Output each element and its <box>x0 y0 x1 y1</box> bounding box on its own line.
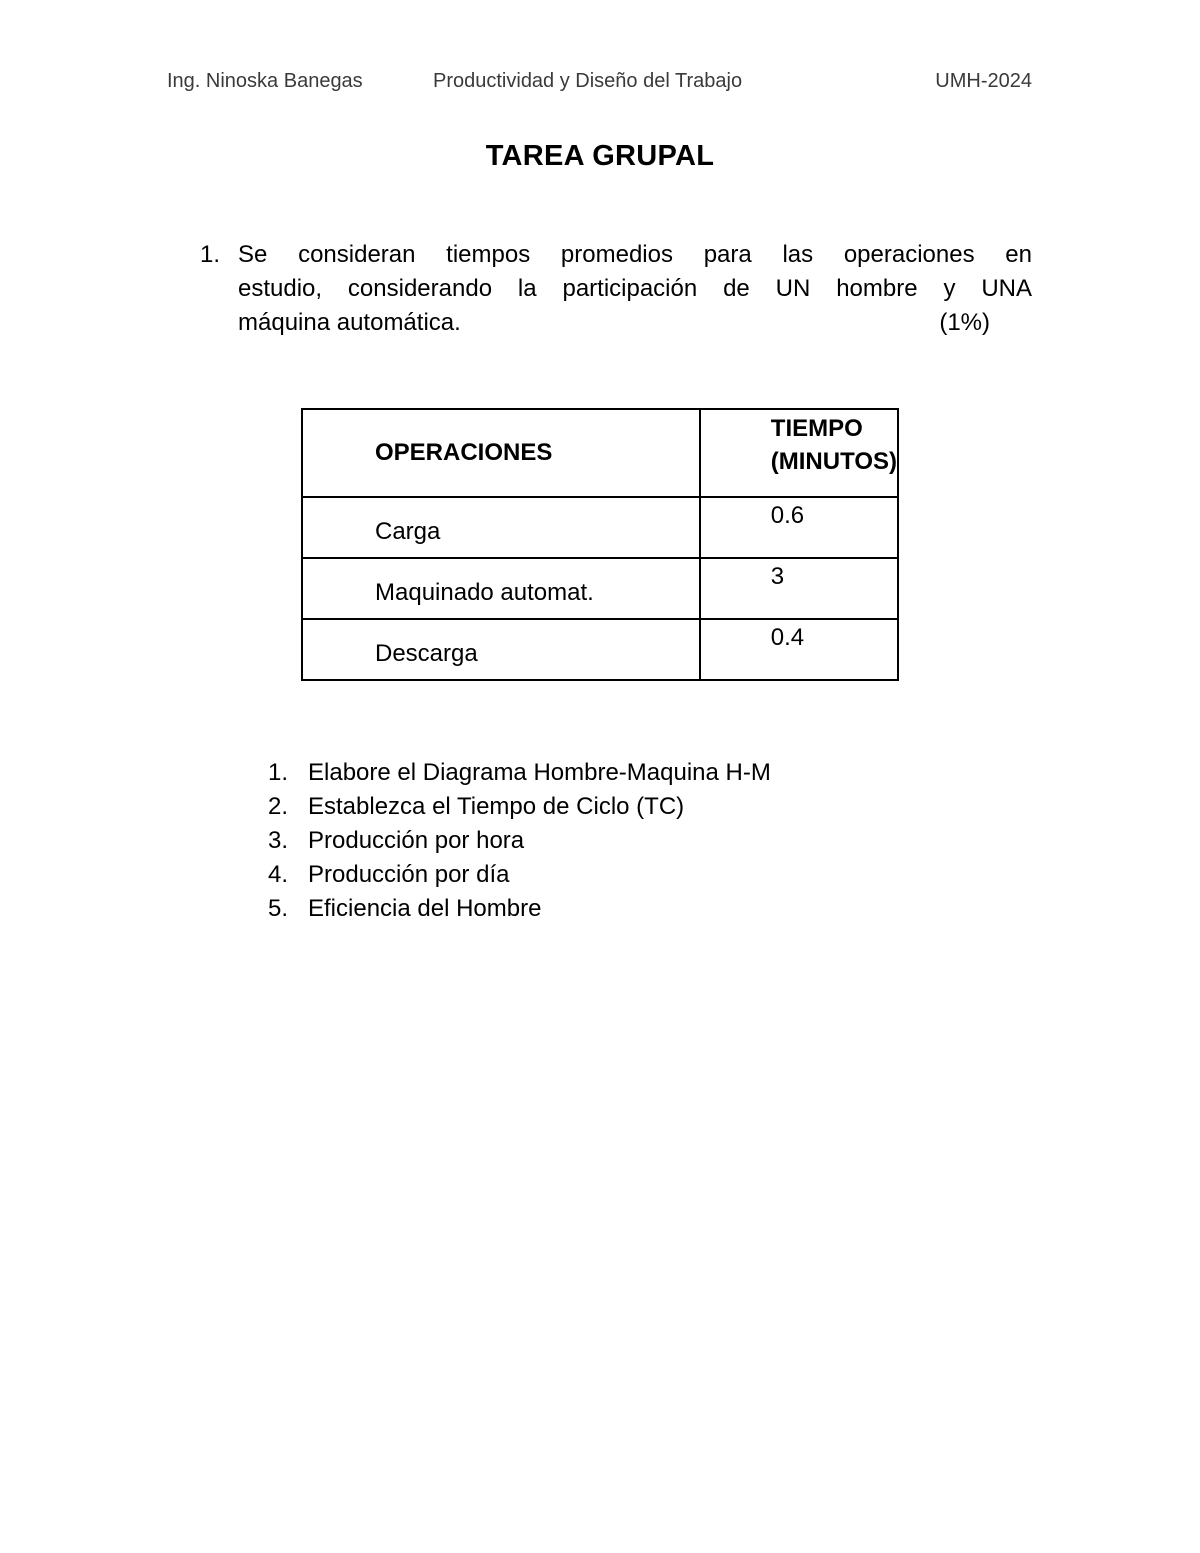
task-number: 2. <box>268 793 289 820</box>
task-list <box>268 756 771 926</box>
table-row <box>302 497 898 558</box>
column-header-time-unit: (MINUTOS) <box>770 448 897 475</box>
question-1 <box>200 238 1032 340</box>
task-number: 5. <box>268 895 289 922</box>
column-header-time <box>700 409 898 497</box>
list-item <box>268 892 771 926</box>
operation-cell: Carga <box>302 497 700 558</box>
task-text: Producción por día <box>308 861 510 888</box>
task-number: 1. <box>268 759 289 786</box>
task-number: 4. <box>268 861 289 888</box>
task-number: 3. <box>268 827 289 854</box>
list-item <box>268 756 771 790</box>
header-course: Productividad y Diseño del Trabajo <box>433 70 743 92</box>
question-number: 1. <box>200 241 221 268</box>
list-item <box>268 824 771 858</box>
list-item <box>268 790 771 824</box>
time-cell: 0.6 <box>700 497 898 558</box>
list-item <box>268 858 771 892</box>
table-row <box>302 558 898 619</box>
operations-table <box>301 408 899 681</box>
column-header-time-label: TIEMPO <box>770 415 863 442</box>
question-text <box>238 238 1032 340</box>
question-line: Se consideran tiempos promedios para las operaciones en <box>238 241 1032 268</box>
task-text: Producción por hora <box>308 827 525 854</box>
question-weight: (1%) <box>939 309 990 336</box>
task-text: Establezca el Tiempo de Ciclo (TC) <box>308 793 685 820</box>
question-line: estudio, considerando la participación de UN hombre y UNA <box>238 275 1032 302</box>
task-text: Eficiencia del Hombre <box>308 895 542 922</box>
question-line: máquina automática. <box>238 309 461 336</box>
page-title: TAREA GRUPAL <box>485 140 715 172</box>
time-cell: 0.4 <box>700 619 898 680</box>
task-text: Elabore el Diagrama Hombre-Maquina H-M <box>308 759 771 786</box>
question-last-line <box>238 306 1032 340</box>
operation-cell: Descarga <box>302 619 700 680</box>
table-header-row <box>302 409 898 497</box>
header-institution: UMH-2024 <box>935 70 1032 92</box>
operation-cell: Maquinado automat. <box>302 558 700 619</box>
table-row <box>302 619 898 680</box>
header-author: Ing. Ninoska Banegas <box>167 70 363 92</box>
time-cell: 3 <box>700 558 898 619</box>
column-header-operations: OPERACIONES <box>302 409 700 497</box>
